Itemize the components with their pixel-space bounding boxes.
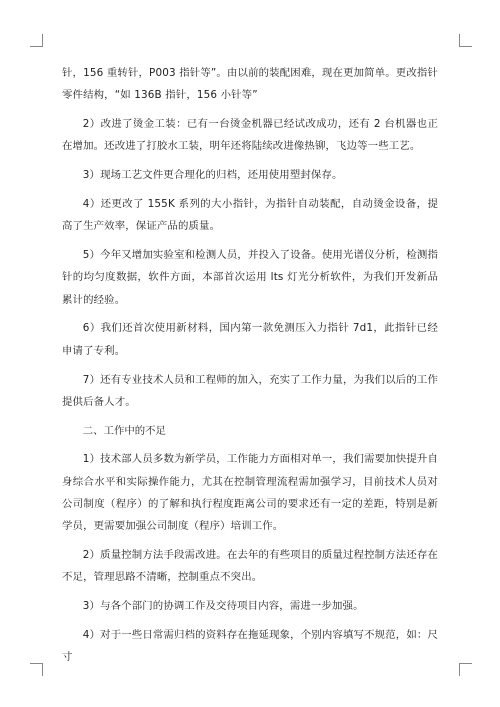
paragraph-continuation: 针，156 重转针，P003 指针等”。由以前的装配困难，现在更加简单。更改指针零件结构，“如 136B 指针，156 小针等” [62,67,438,102]
paragraph-item-4: 4）还更改了 155K 系列的大小指针，为指针自动装配，自动烫金设备，提高了生产效率，保证产品的质量。 [62,197,438,233]
crop-mark-top-right [459,34,472,47]
paragraph-item-3: 3）现场工艺文件更合理化的归档，还用使用塑封保存。 [82,169,343,182]
paragraph-item-2: 2）改进了烫金工装：已有一台烫金机器已经试改成功，还有 2 台机器也正在增加。还改进了打胶水工装，明年还将陆续改进像热铆，飞边等一些工艺。 [62,118,438,153]
crop-mark-top-left [30,34,43,47]
deficiency-item-4: 4）对于一些日常需归档的资料存在拖延现象，个别内容填写不规范，如：尺寸 [62,629,438,664]
deficiency-item-1: 1）技术部人员多数为新学员，工作能力方面相对单一，我们需要加快提升自身综合水平和实际操作能力，尤其在控制管理流程需加强学习，目前技术人员对公司制度（程序）的了解和执行程度距离公司的要求还有一定的差距，特别是新学员，更需要加强公司制度（程序）培训工作。 [62,453,438,533]
crop-mark-bottom-right [459,663,472,676]
deficiency-item-3: 3）与各个部门的协调工作及交待项目内容，需进一步加强。 [82,600,364,613]
paragraph-item-6: 6）我们还首次使用新材料，国内第一款免测压入力指针 7d1，此指针已经申请了专利。 [62,322,438,357]
section-heading: 二、工作中的不足 [82,424,166,437]
document-body [62,62,438,675]
deficiency-item-2: 2）质量控制方法手段需改进。在去年的有些项目的质量过程控制方法还存在不足，管理思路不清晰，控制重点不突出。 [62,549,438,584]
crop-mark-bottom-left [30,663,43,676]
paragraph-item-7: 7）还有专业技术人员和工程师的加入，充实了工作力量，为我们以后的工作提供后备人才。 [62,373,438,408]
paragraph-item-5: 5）今年又增加实验室和检测人员，并投入了设备。使用光谱仪分析，检测指针的均匀度数据，软件方面，本部首次运用 lts 灯光分析软件，为我们开发新品累计的经验。 [62,249,438,306]
